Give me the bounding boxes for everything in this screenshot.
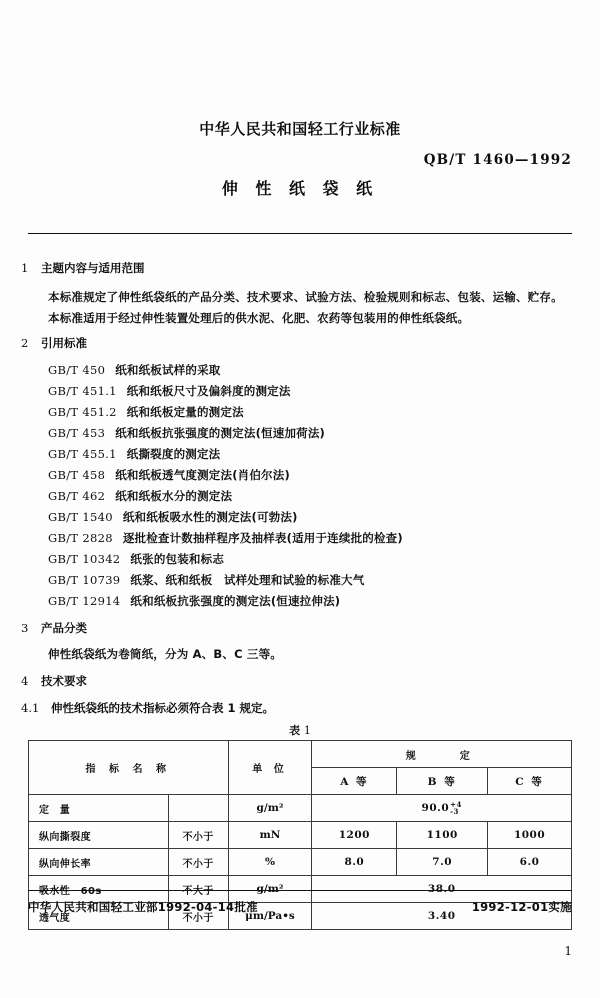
- header-divider: [28, 233, 572, 234]
- section-heading-1: [21, 260, 145, 276]
- reference-item: [48, 572, 364, 588]
- header-grade-a: A 等: [312, 768, 397, 795]
- reference-item: [48, 593, 340, 609]
- footer-divider: [28, 890, 572, 891]
- reference-item: [48, 467, 290, 483]
- row-value-merged: [312, 795, 572, 822]
- section-heading-2: [21, 335, 87, 351]
- reference-code: GB/T 10342: [48, 552, 121, 566]
- reference-code: GB/T 455.1: [48, 447, 117, 461]
- tolerance-lower: -3: [450, 806, 459, 816]
- section-title-4: 技术要求: [41, 674, 87, 688]
- implementation-date: 1992-12-01实施: [471, 900, 572, 914]
- standard-code: QB/T 1460—1992: [423, 152, 572, 168]
- reference-name: 纸撕裂度的测定法: [126, 447, 221, 461]
- reference-name: 纸和纸板尺寸及偏斜度的测定法: [126, 384, 291, 398]
- reference-code: GB/T 12914: [48, 594, 121, 608]
- section-title-1: 主题内容与适用范围: [41, 261, 145, 275]
- section-number-1: 1: [21, 261, 29, 275]
- table-caption-number: 1: [303, 724, 311, 737]
- table-header-row-1: [29, 741, 572, 768]
- reference-name: 纸和纸板抗张强度的测定法(恒速拉伸法): [130, 594, 341, 608]
- row-indicator-name: 定 量: [29, 795, 169, 822]
- row-value-number: 90.0: [421, 802, 450, 814]
- section-number-3: 3: [21, 621, 29, 635]
- header-unit: 单 位: [228, 741, 312, 795]
- row-unit: mN: [228, 822, 312, 849]
- reference-code: GB/T 458: [48, 468, 106, 482]
- tolerance-upper: +4: [450, 799, 462, 809]
- header-grade-b: B 等: [397, 768, 488, 795]
- reference-item: [48, 362, 221, 378]
- reference-name: 纸浆、纸和纸板 试样处理和试验的标准大气: [130, 573, 365, 587]
- header-indicator-name: 指 标 名 称: [29, 741, 229, 795]
- reference-item: [48, 446, 220, 462]
- header-specification: 规 定: [312, 741, 572, 768]
- reference-item: [48, 488, 232, 504]
- reference-name: 纸张的包装和标志: [130, 552, 225, 566]
- reference-item: [48, 551, 224, 567]
- row-indicator-name: 纵向撕裂度: [29, 822, 169, 849]
- reference-code: GB/T 1540: [48, 510, 113, 524]
- row-qualifier: [168, 795, 228, 822]
- page-number: 1: [564, 944, 572, 958]
- row-indicator-name: 吸水性 60s: [29, 876, 169, 903]
- section-3-paragraph-1: 伸性纸袋纸为卷筒纸，分为 A、B、C 三等。: [48, 647, 283, 661]
- clause-text-4-1: 伸性纸袋纸的技术指标必须符合表 1 规定。: [51, 701, 275, 715]
- reference-item: [48, 404, 244, 420]
- row-value-a: 8.0: [312, 849, 397, 876]
- row-value-a: 1200: [312, 822, 397, 849]
- reference-name: 纸和纸板水分的测定法: [115, 489, 233, 503]
- row-unit: g/m²: [228, 876, 312, 903]
- table-caption-label: 表: [289, 724, 301, 737]
- row-value-merged: 38.0: [312, 876, 572, 903]
- reference-item: [48, 530, 403, 546]
- row-value-b: 7.0: [397, 849, 488, 876]
- section-heading-3: [21, 620, 87, 636]
- reference-item: [48, 383, 291, 399]
- table-row: [29, 822, 572, 849]
- section-number-4: 4: [21, 674, 29, 688]
- row-qualifier: 不小于: [168, 822, 228, 849]
- row-value-c: 6.0: [488, 849, 572, 876]
- reference-code: GB/T 450: [48, 363, 106, 377]
- approval-statement: 中华人民共和国轻工业部1992-04-14批准: [28, 900, 258, 914]
- reference-name: 纸和纸板透气度测定法(肖伯尔法): [115, 468, 290, 482]
- clause-heading-4-1: [21, 700, 274, 716]
- reference-code: GB/T 2828: [48, 531, 113, 545]
- section-1-paragraph-1: 本标准规定了伸性纸袋纸的产品分类、技术要求、试验方法、检验规则和标志、包装、运输、贮存。: [48, 290, 563, 304]
- reference-code: GB/T 451.1: [48, 384, 117, 398]
- table-caption: [0, 722, 600, 738]
- row-qualifier: 不小于: [168, 849, 228, 876]
- row-unit: g/m²: [228, 795, 312, 822]
- row-qualifier: 不小于: [168, 903, 228, 930]
- reference-item: [48, 509, 298, 525]
- row-value-c: 1000: [488, 822, 572, 849]
- reference-name: 纸和纸板吸水性的测定法(可勃法): [122, 510, 298, 524]
- row-tolerance: [450, 801, 462, 815]
- standard-series-title: 中华人民共和国轻工行业标准: [199, 120, 401, 138]
- row-qualifier: 不大于: [168, 876, 228, 903]
- header-grade-c: C 等: [488, 768, 572, 795]
- section-heading-4: [21, 673, 87, 689]
- reference-code: GB/T 462: [48, 489, 106, 503]
- section-1-paragraph-2: 本标准适用于经过伸性装置处理后的供水泥、化肥、农药等包装用的伸性纸袋纸。: [48, 311, 470, 325]
- document-title: 伸 性 纸 袋 纸: [221, 179, 379, 198]
- row-indicator-name: 纵向伸长率: [29, 849, 169, 876]
- reference-name: 逐批检查计数抽样程序及抽样表(适用于连续批的检查): [122, 531, 403, 545]
- reference-name: 纸和纸板抗张强度的测定法(恒速加荷法): [115, 426, 326, 440]
- reference-name: 纸和纸板试样的采取: [115, 363, 221, 377]
- reference-code: GB/T 451.2: [48, 405, 117, 419]
- reference-code: GB/T 453: [48, 426, 106, 440]
- row-unit: μm/Pa•s: [228, 903, 312, 930]
- row-value-b: 1100: [397, 822, 488, 849]
- table-row: [29, 795, 572, 822]
- reference-code: GB/T 10739: [48, 573, 121, 587]
- row-indicator-name: 透气度: [29, 903, 169, 930]
- clause-number-4-1: 4.1: [21, 701, 40, 715]
- section-title-3: 产品分类: [41, 621, 87, 635]
- table-row: [29, 849, 572, 876]
- row-value-merged: 3.40: [312, 903, 572, 930]
- row-unit: %: [228, 849, 312, 876]
- reference-item: [48, 425, 325, 441]
- section-number-2: 2: [21, 336, 29, 350]
- reference-name: 纸和纸板定量的测定法: [126, 405, 244, 419]
- section-title-2: 引用标准: [41, 336, 87, 350]
